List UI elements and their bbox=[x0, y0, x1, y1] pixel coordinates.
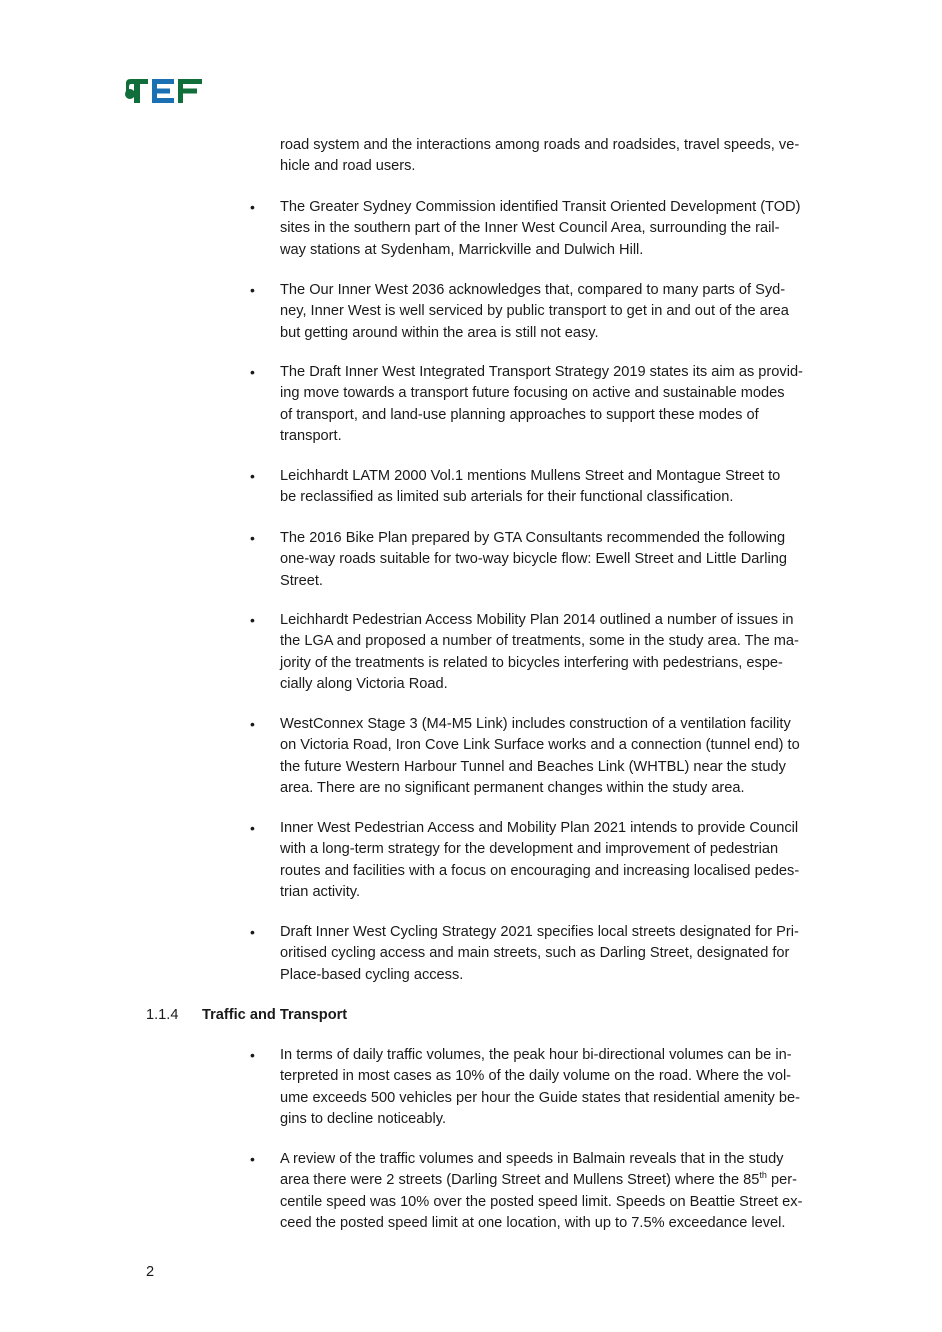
text-line: one-way roads suitable for two-way bicycle flow: Ewell Street and Little Darling bbox=[280, 551, 787, 568]
text-line: Leichhardt Pedestrian Access Mobility Plan 2014 outlined a number of issues in bbox=[280, 612, 794, 628]
bullet-marker: • bbox=[250, 820, 255, 836]
bullet-item bbox=[280, 466, 855, 509]
superscript: th bbox=[759, 1170, 767, 1181]
text-line: The Our Inner West 2036 acknowledges that, compared to many parts of Syd- bbox=[280, 282, 786, 298]
text-line: but getting around within the area is still not easy. bbox=[280, 324, 599, 341]
bullet-item bbox=[280, 528, 855, 592]
text-line: ceed the posted speed limit at one location, with up to 7.5% exceedance level. bbox=[280, 1214, 786, 1231]
text-line: on Victoria Road, Iron Cove Link Surface works and a connection (tunnel end) to bbox=[280, 737, 800, 754]
text-line: A review of the traffic volumes and speeds in Balmain reveals that in the study bbox=[280, 1151, 784, 1167]
section-title: Traffic and Transport bbox=[202, 1007, 348, 1023]
bullet-marker: • bbox=[250, 364, 255, 380]
text-line: The Draft Inner West Integrated Transport Strategy 2019 states its aim as provid- bbox=[280, 364, 803, 380]
text-line: area. There are no significant permanent changes within the study area. bbox=[280, 779, 745, 796]
bullet-marker: • bbox=[250, 282, 255, 298]
tef-logo bbox=[124, 77, 204, 105]
text-line: be reclassified as limited sub arterials for their functional classification. bbox=[280, 489, 734, 506]
text-line: ney, Inner West is well serviced by public transport to get in and out of the area bbox=[280, 303, 789, 320]
text-line: transport. bbox=[280, 427, 342, 444]
text-line: of transport, and land-use planning approaches to support these modes of bbox=[280, 406, 759, 423]
text-line: ume exceeds 500 vehicles per hour the Guide states that residential amenity be- bbox=[280, 1089, 800, 1106]
bullet-item bbox=[280, 1149, 855, 1234]
bullet-marker: • bbox=[250, 924, 255, 940]
text-line: Place-based cycling access. bbox=[280, 966, 464, 983]
text-line: jority of the treatments is related to bicycles interfering with pedestrians, espe- bbox=[280, 654, 783, 671]
text-line: Leichhardt LATM 2000 Vol.1 mentions Mullens Street and Montague Street to bbox=[280, 468, 781, 484]
text-line: oritised cycling access and main streets, such as Darling Street, designated for bbox=[280, 945, 790, 962]
text-line: trian activity. bbox=[280, 883, 361, 900]
text-line: road system and the interactions among roads and roadsides, travel speeds, ve- bbox=[280, 137, 800, 153]
text-line: Street. bbox=[280, 572, 323, 589]
bullet-item bbox=[280, 280, 855, 344]
text-line: ing move towards a transport future focusing on active and sustainable modes bbox=[280, 385, 785, 402]
text-line: area there were 2 streets (Darling Street and Mullens Street) where the 85th per- bbox=[280, 1170, 797, 1189]
bullet-item bbox=[280, 610, 855, 695]
text-line: gins to decline noticeably. bbox=[280, 1110, 447, 1127]
text-line: The 2016 Bike Plan prepared by GTA Consultants recommended the following bbox=[280, 530, 786, 546]
text-line: Draft Inner West Cycling Strategy 2021 specifies local streets designated for Pri- bbox=[280, 924, 799, 940]
text-line: hicle and road users. bbox=[280, 158, 416, 175]
text-line: the future Western Harbour Tunnel and Beaches Link (WHTBL) near the study bbox=[280, 758, 786, 775]
bullet-item bbox=[280, 922, 855, 986]
text-line: with a long-term strategy for the development and improvement of pedestrian bbox=[280, 841, 779, 858]
text-line: centile speed was 10% over the posted speed limit. Speeds on Beattie Street ex- bbox=[280, 1193, 803, 1210]
text-line: In terms of daily traffic volumes, the peak hour bi-directional volumes can be in- bbox=[280, 1047, 792, 1063]
intro-paragraph bbox=[280, 135, 855, 178]
bullet-item bbox=[280, 714, 855, 799]
text-line: routes and facilities with a focus on encouraging and increasing localised pedes- bbox=[280, 862, 800, 879]
text-line: sites in the southern part of the Inner West Council Area, surrounding the rail- bbox=[280, 220, 780, 237]
text-line: The Greater Sydney Commission identified Transit Oriented Development (TOD) bbox=[280, 199, 801, 215]
bullet-marker: • bbox=[250, 612, 255, 628]
bullet-item bbox=[280, 818, 855, 903]
bullet-marker: • bbox=[250, 530, 255, 546]
bullet-marker: • bbox=[250, 199, 255, 215]
bullet-marker: • bbox=[250, 1151, 255, 1167]
text-line: the LGA and proposed a number of treatments, some in the study area. The ma- bbox=[280, 633, 799, 650]
bullet-item bbox=[280, 197, 855, 261]
bullet-marker: • bbox=[250, 1047, 255, 1063]
text-line: terpreted in most cases as 10% of the daily volume on the road. Where the vol- bbox=[280, 1068, 792, 1085]
text-line: WestConnex Stage 3 (M4-M5 Link) includes construction of a ventilation facility bbox=[280, 716, 791, 732]
line-tail: per- bbox=[766, 1172, 797, 1189]
text-line: cially along Victoria Road. bbox=[280, 675, 448, 692]
bullet-marker: • bbox=[250, 468, 255, 484]
page-number: 2 bbox=[146, 1264, 155, 1280]
bullet-item bbox=[280, 362, 855, 447]
text-line: way stations at Sydenham, Marrickville and Dulwich Hill. bbox=[280, 241, 644, 258]
text-line: Inner West Pedestrian Access and Mobility Plan 2021 intends to provide Council bbox=[280, 820, 799, 836]
bullet-marker: • bbox=[250, 716, 255, 732]
section-number: 1.1.4 bbox=[146, 1007, 179, 1023]
bullet-item bbox=[280, 1045, 855, 1130]
